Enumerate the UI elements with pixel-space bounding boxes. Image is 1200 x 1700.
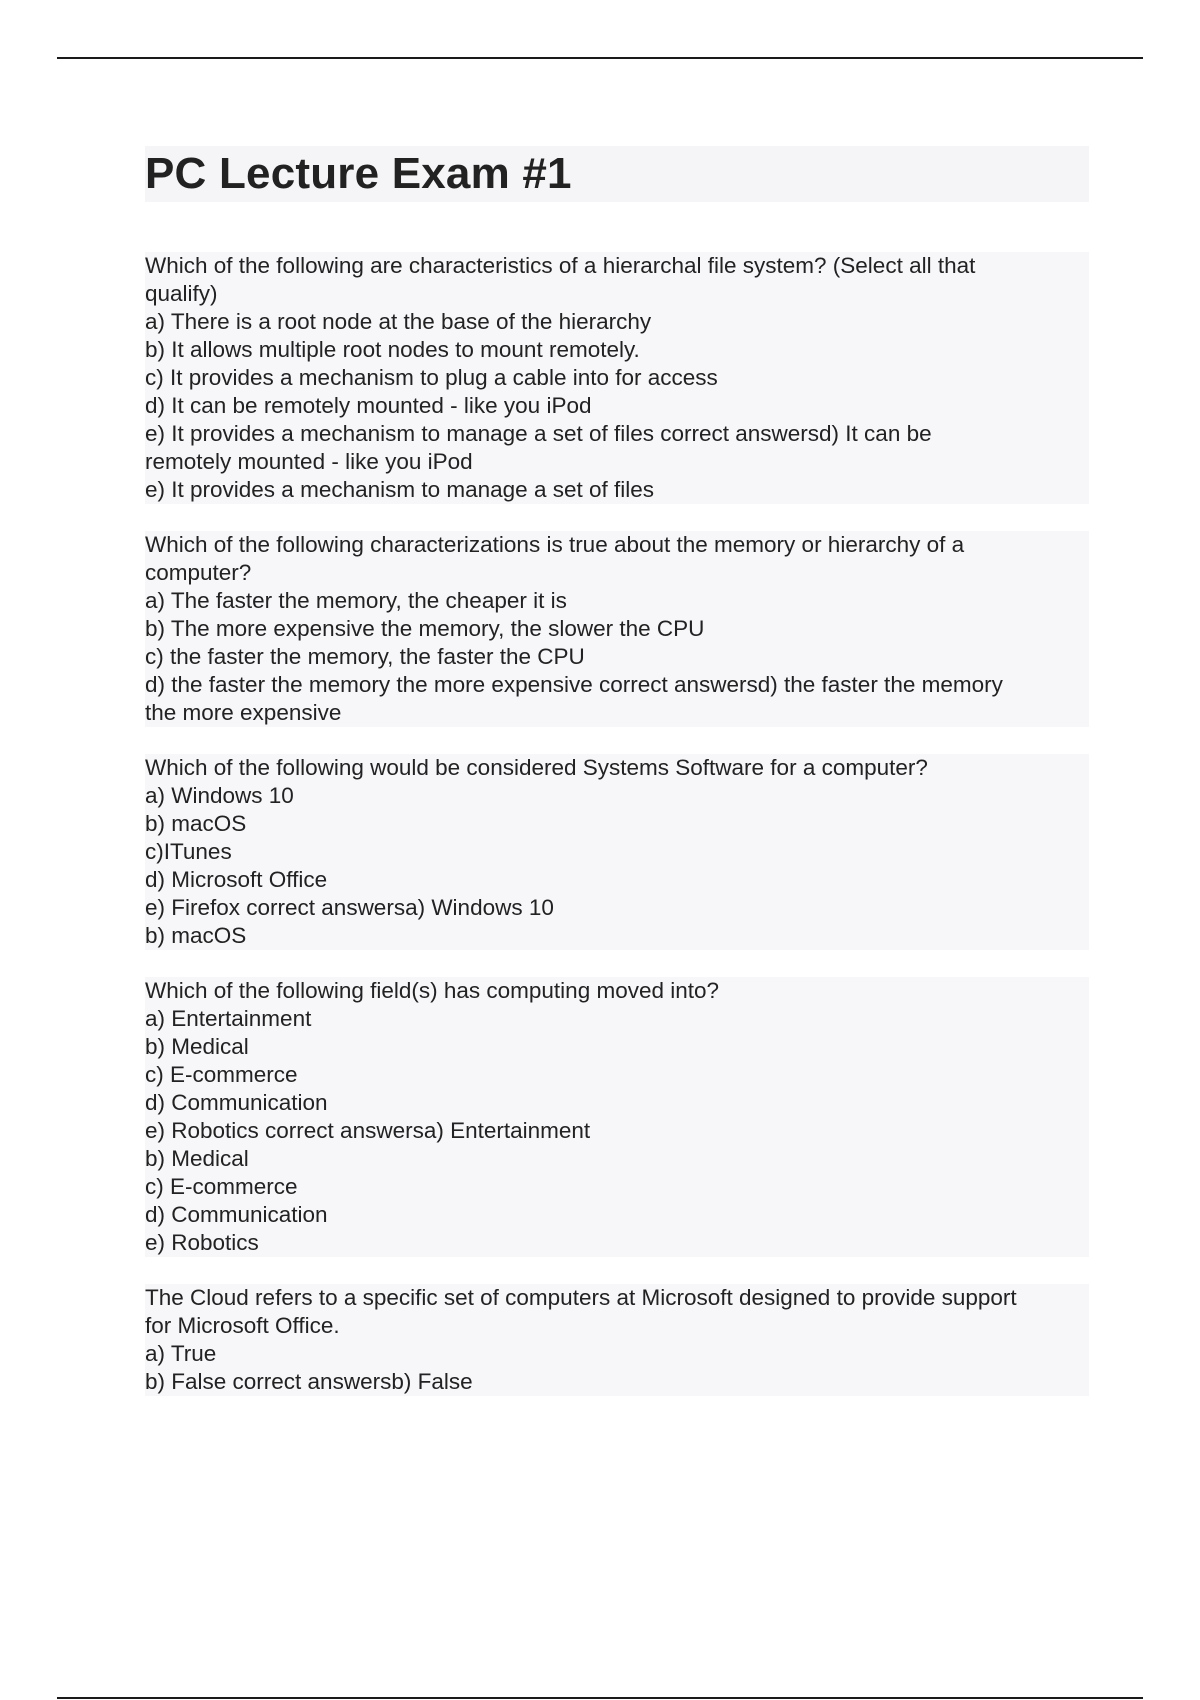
- correct-answer-line: e) Robotics: [145, 1229, 1089, 1257]
- question-line: computer?: [145, 559, 1089, 587]
- correct-answer-line: d) Communication: [145, 1201, 1089, 1229]
- answer-option: a) There is a root node at the base of the hierarchy: [145, 308, 1089, 336]
- question-1: [145, 252, 1089, 504]
- answer-option: e) Firefox correct answersa) Windows 10: [145, 894, 1089, 922]
- correct-answer-line: b) macOS: [145, 922, 1089, 950]
- answer-option: a) The faster the memory, the cheaper it is: [145, 587, 1089, 615]
- question-4: [145, 977, 1089, 1257]
- answer-option: e) It provides a mechanism to manage a set of files correct answersd) It can be: [145, 420, 1089, 448]
- page-content: [145, 146, 1089, 1423]
- answer-option: b) The more expensive the memory, the slower the CPU: [145, 615, 1089, 643]
- question-5: [145, 1284, 1089, 1396]
- page-title: PC Lecture Exam #1: [145, 149, 572, 198]
- answer-option: d) the faster the memory the more expensive correct answersd) the faster the memory: [145, 671, 1089, 699]
- answer-option: c) It provides a mechanism to plug a cable into for access: [145, 364, 1089, 392]
- answer-option: a) Windows 10: [145, 782, 1089, 810]
- correct-answer-line: e) It provides a mechanism to manage a set of files: [145, 476, 1089, 504]
- question-2: [145, 531, 1089, 727]
- answer-option: d) Communication: [145, 1089, 1089, 1117]
- question-line: for Microsoft Office.: [145, 1312, 1089, 1340]
- answer-option: e) Robotics correct answersa) Entertainment: [145, 1117, 1089, 1145]
- question-line: Which of the following field(s) has computing moved into?: [145, 977, 1089, 1005]
- bottom-rule: [57, 1697, 1143, 1699]
- correct-answer-line: b) Medical: [145, 1145, 1089, 1173]
- correct-answer-line: remotely mounted - like you iPod: [145, 448, 1089, 476]
- answer-option: d) Microsoft Office: [145, 866, 1089, 894]
- correct-answer-line: the more expensive: [145, 699, 1089, 727]
- question-line: The Cloud refers to a specific set of computers at Microsoft designed to provide support: [145, 1284, 1089, 1312]
- answer-option: b) macOS: [145, 810, 1089, 838]
- answer-option: b) It allows multiple root nodes to mount remotely.: [145, 336, 1089, 364]
- question-line: Which of the following characterizations is true about the memory or hierarchy of a: [145, 531, 1089, 559]
- answer-option: a) True: [145, 1340, 1089, 1368]
- question-line: Which of the following are characteristics of a hierarchal file system? (Select all that: [145, 252, 1089, 280]
- answer-option: c)ITunes: [145, 838, 1089, 866]
- answer-option: c) E-commerce: [145, 1061, 1089, 1089]
- title-band: [145, 146, 1089, 202]
- answer-option: d) It can be remotely mounted - like you iPod: [145, 392, 1089, 420]
- answer-option: b) Medical: [145, 1033, 1089, 1061]
- answer-option: b) False correct answersb) False: [145, 1368, 1089, 1396]
- question-3: [145, 754, 1089, 950]
- answer-option: a) Entertainment: [145, 1005, 1089, 1033]
- answer-option: c) the faster the memory, the faster the CPU: [145, 643, 1089, 671]
- question-line: Which of the following would be considered Systems Software for a computer?: [145, 754, 1089, 782]
- top-rule: [57, 57, 1143, 59]
- correct-answer-line: c) E-commerce: [145, 1173, 1089, 1201]
- question-line: qualify): [145, 280, 1089, 308]
